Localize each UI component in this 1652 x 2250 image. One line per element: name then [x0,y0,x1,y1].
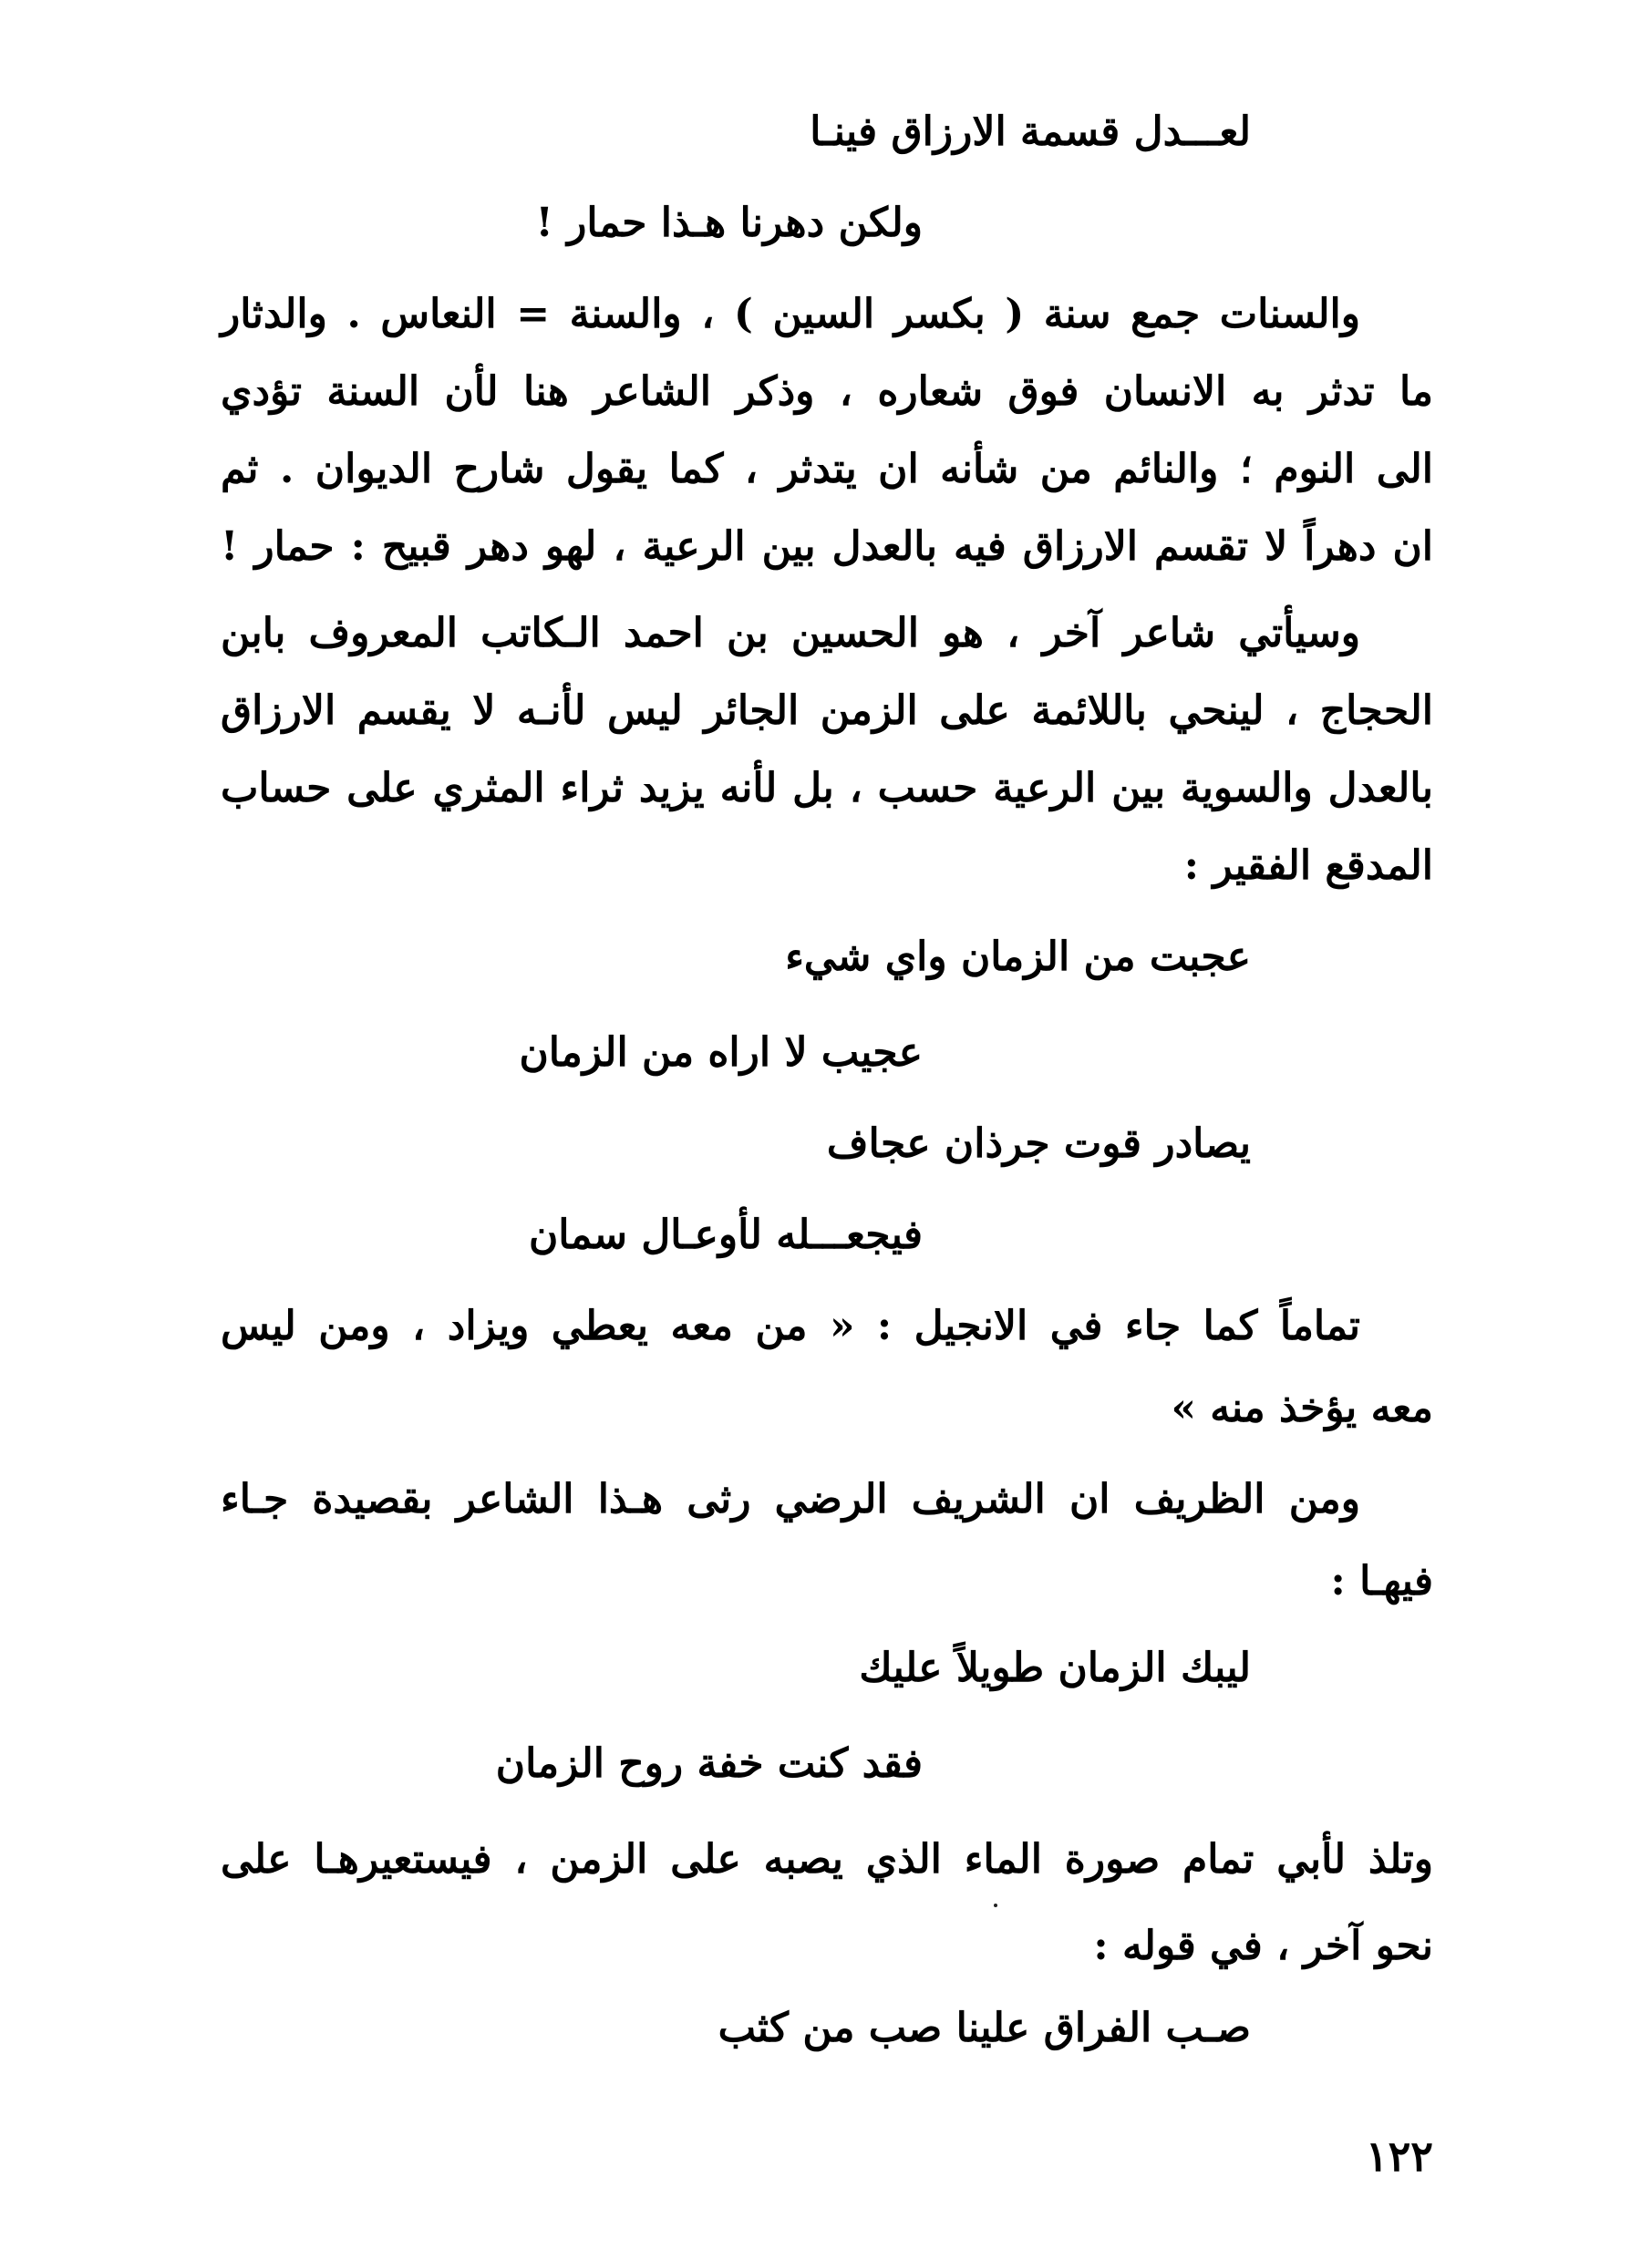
verse-line-2: ولكن دهرنا هـذا حمار ! [535,200,923,246]
paragraph-line: معه يؤخذ منه » [1171,1385,1433,1431]
paragraph-line: ما تدثر به الانسان فوق شعاره ، وذكر الشاعر هنا لأن السنة تؤدي [221,368,1433,415]
paragraph-line: ومن الظريف ان الشريف الرضي رثى هـذا الشاعر بقصيدة جـاء [221,1476,1360,1522]
paragraph-line: بالعدل والسوية بين الرعية حسب ، بل لأنه يزيد ثراء المثري على حساب [221,765,1433,811]
verse-line-1: عجبت من الزمان واي شيء [785,934,1251,980]
verse-line-2: عجيب لا اراه من الزمان [519,1029,923,1076]
paragraph-line: ان دهراً لا تقسم الارزاق فيه بالعدل بين الرعية ، لهو دهر قبيح : حمار ! [221,523,1434,570]
paragraph-line: والسنات جمع سنة ( بكسر السين ) ، والسنة = النعاس . والدثار [221,291,1360,337]
verse-line-1: ليبك الزمان طويلاً عليك [859,1645,1251,1691]
verse-line-1: صـب الفراق علينا صب من كثب [718,2005,1251,2051]
verse-line-2: فقد كنت خفة روح الزمان [495,1740,923,1787]
verse-line-1: يصادر قوت جرذان عجاف [826,1120,1251,1167]
ink-speck [994,1904,997,1907]
paragraph-line: تماماً كما جاء في الانجيل : « من معه يعطي ويزاد ، ومن ليس [221,1303,1360,1349]
verse-line-1: لعـــدل قسمة الارزاق فينـا [810,108,1251,155]
verse-line-2: فيجعـــله لأوعـال سمان [528,1212,923,1258]
paragraph-line: الى النوم ؛ والنائم من شأنه ان يتدثر ، كما يقول شارح الديوان . ثم [221,446,1433,492]
paragraph-line: نحو آخر ، في قوله : [1093,1923,1433,1969]
paragraph-line: الحجاج ، لينحي باللائمة على الزمن الجائر ليس لأنـه لا يقسم الارزاق [221,687,1433,734]
paragraph-line: وسيأتي شاعر آخر ، هو الحسين بن احمد الـكاتب المعروف بابن [221,610,1360,656]
page-number: ١٢٢ [1365,2131,1433,2181]
paragraph-line: وتلذ لأبي تمام صورة الماء الذي يصبه على الزمن ، فيستعيرهـا على [221,1836,1433,1883]
paragraph-line: فيهـا : [1330,1558,1433,1605]
paragraph-line: المدقع الفقير : [1183,842,1433,889]
